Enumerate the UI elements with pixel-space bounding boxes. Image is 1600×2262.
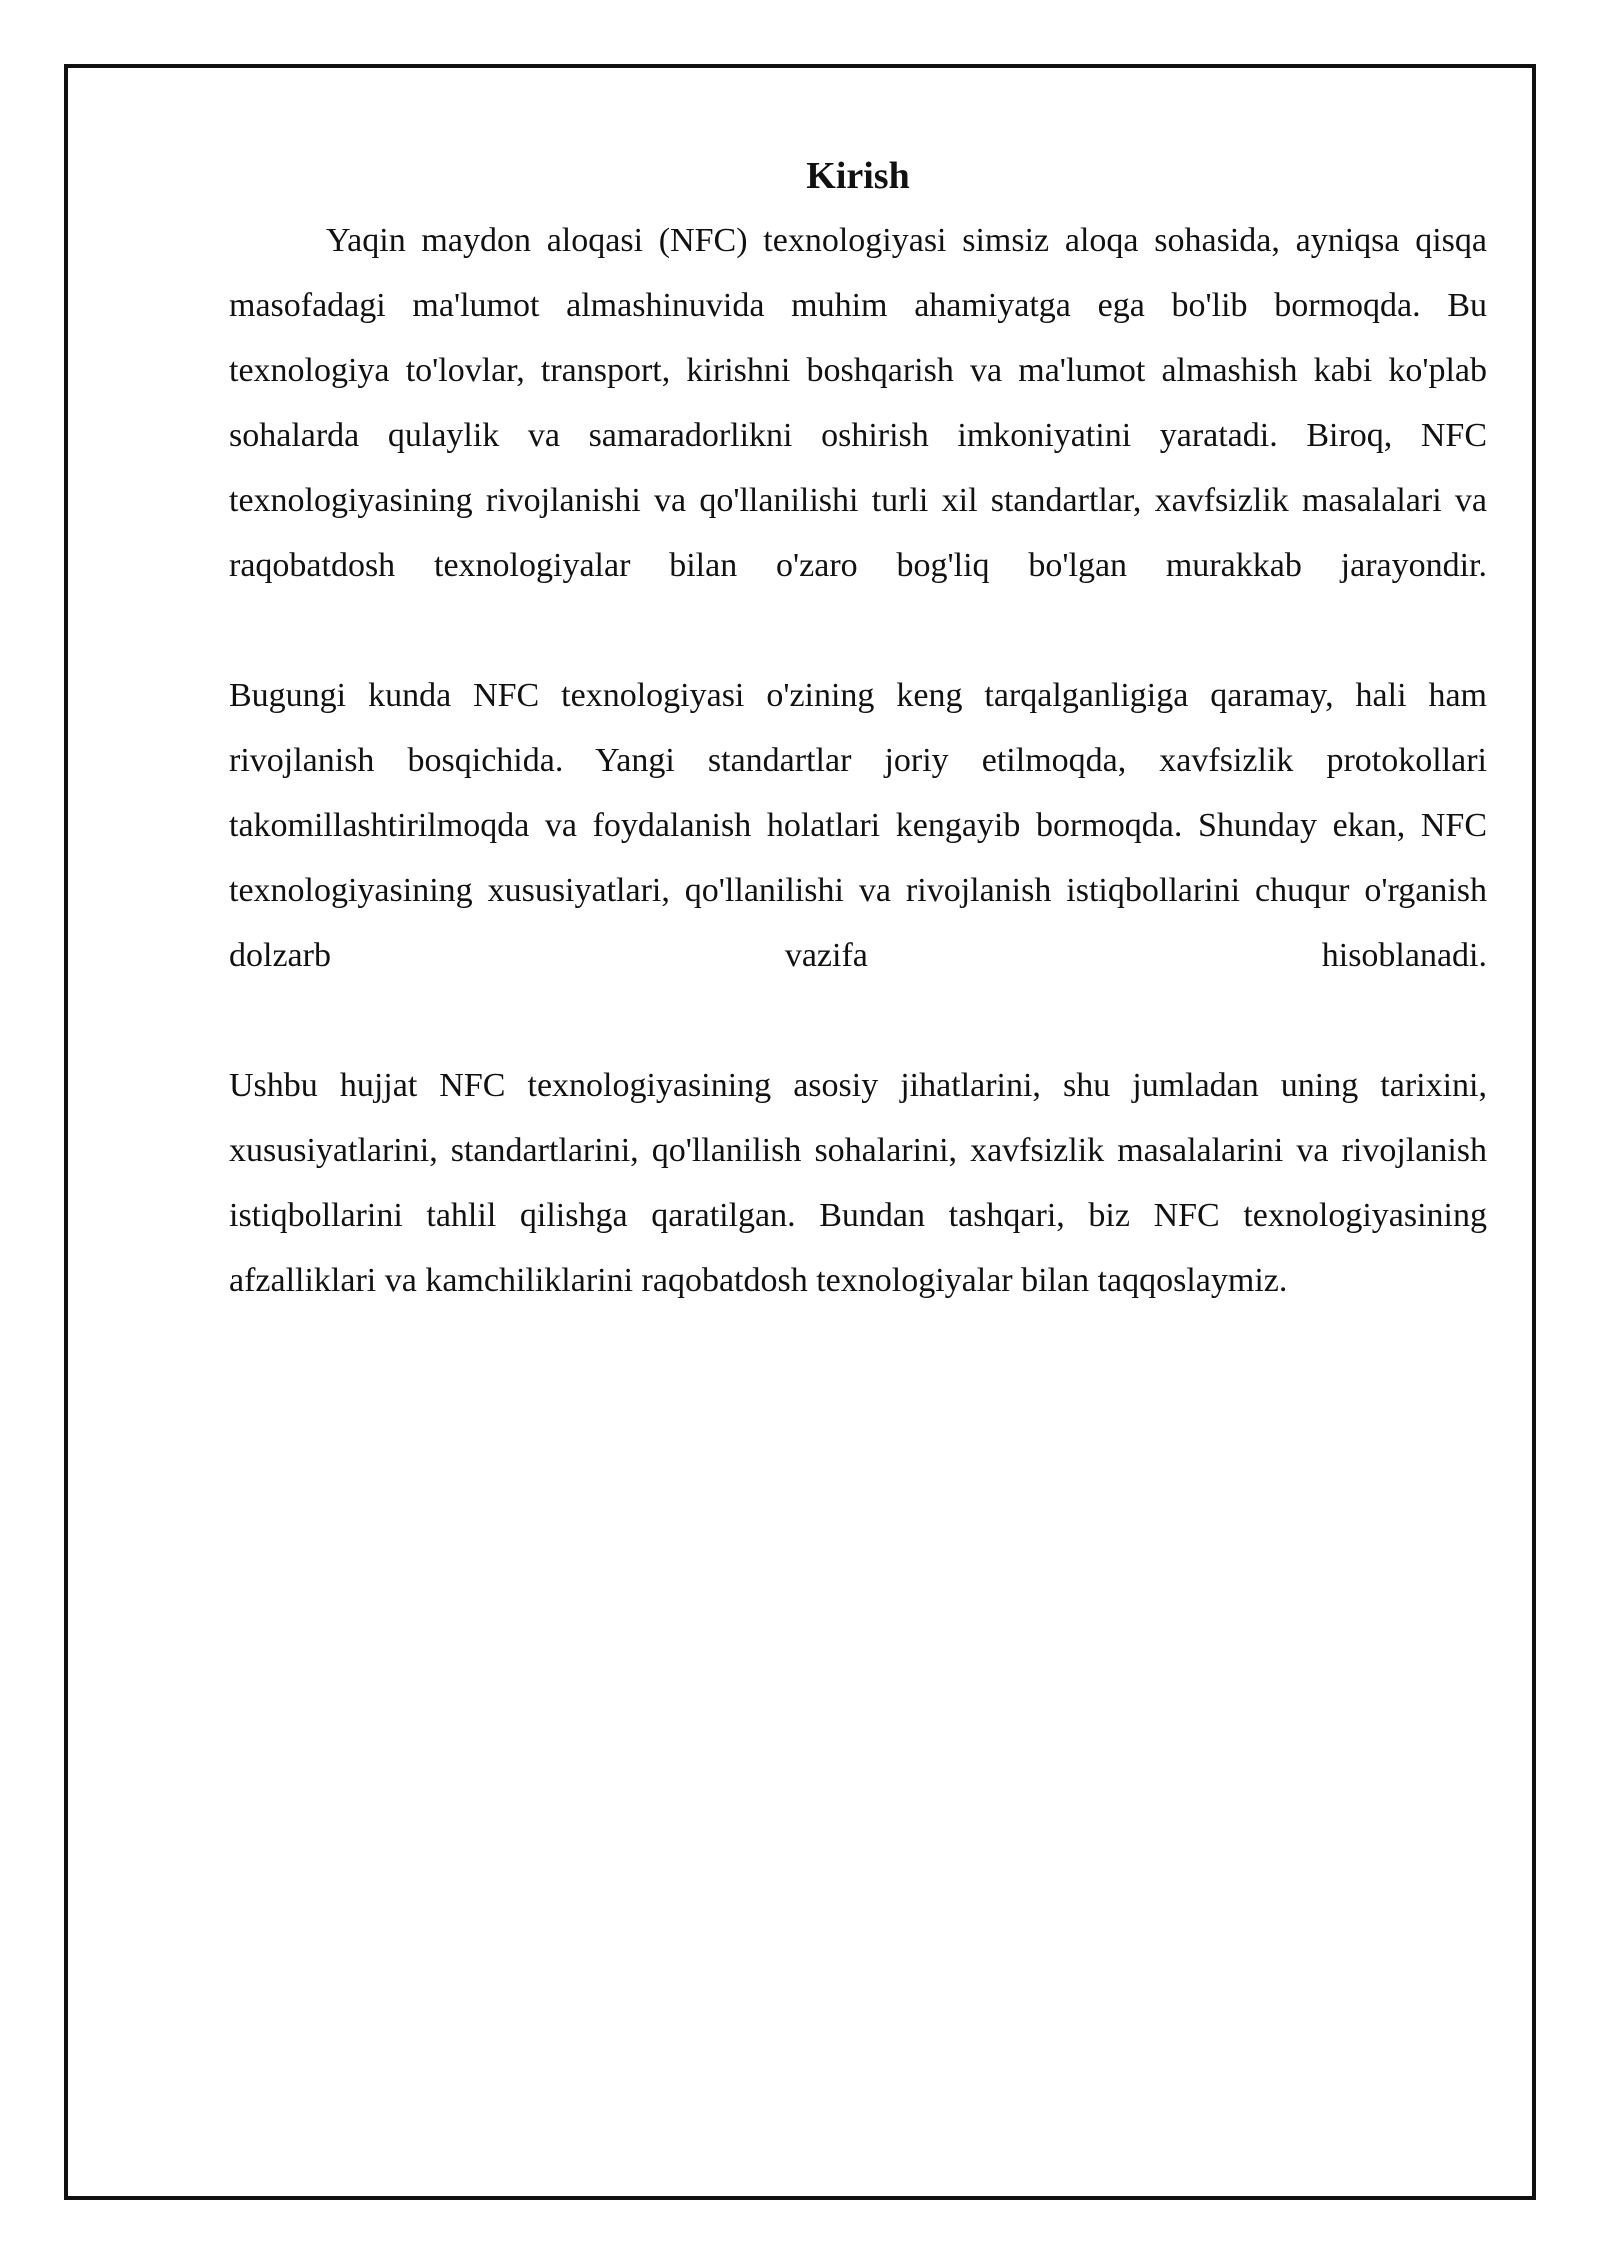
paragraph-1: Yaqin maydon aloqasi (NFC) texnologiyasi simsiz aloqa sohasida, ayniqsa qisqa masofadagi ma'lumot almashinuvida muhim ahamiyatga ega bo'lib bormoqda. Bu texnologiya to'lovlar, transport, kirishni boshqarish va ma'lumot almashish kabi ko'plab sohalarda qulaylik va samaradorlikni oshirish imkoniyatini yaratadi. Biroq, NFC texnologiyasining rivojlanishi va qo'llanilishi turli xil standartlar, xavfsizlik masalalari va raqobatdosh texnologiyalar bilan o'zaro bog'liq bo'lgan murakkab jarayondir.	[229, 222, 1487, 584]
paragraph-2: Bugungi kunda NFC texnologiyasi o'zining keng tarqalganligiga qaramay, hali ham rivojlanish bosqichida. Yangi standartlar joriy etilmoqda, xavfsizlik protokollari takomillashtirilmoqda va foydalanish holatlari kengayib bormoqda. Shunday ekan, NFC texnologiyasining xususiyatlari, qo'llanilishi va rivojlanish istiqbollarini chuqur o'rganish dolzarb vazifa hisoblanadi.	[229, 677, 1487, 974]
paragraph-3: Ushbu hujjat NFC texnologiyasining asosiy jihatlarini, shu jumladan uning tarixini, xususiyatlarini, standartlarini, qo'llanilish sohalarini, xavfsizlik masalalarini va rivojlanish istiqbollarini tahlil qilishga qaratilgan. Bundan tashqari, biz NFC texnologiyasining afzalliklari va kamchiliklarini raqobatdosh texnologiyalar bilan taqqoslaymiz.	[229, 1067, 1487, 1299]
page-title: Kirish	[806, 155, 910, 197]
document-body	[229, 150, 1487, 1313]
